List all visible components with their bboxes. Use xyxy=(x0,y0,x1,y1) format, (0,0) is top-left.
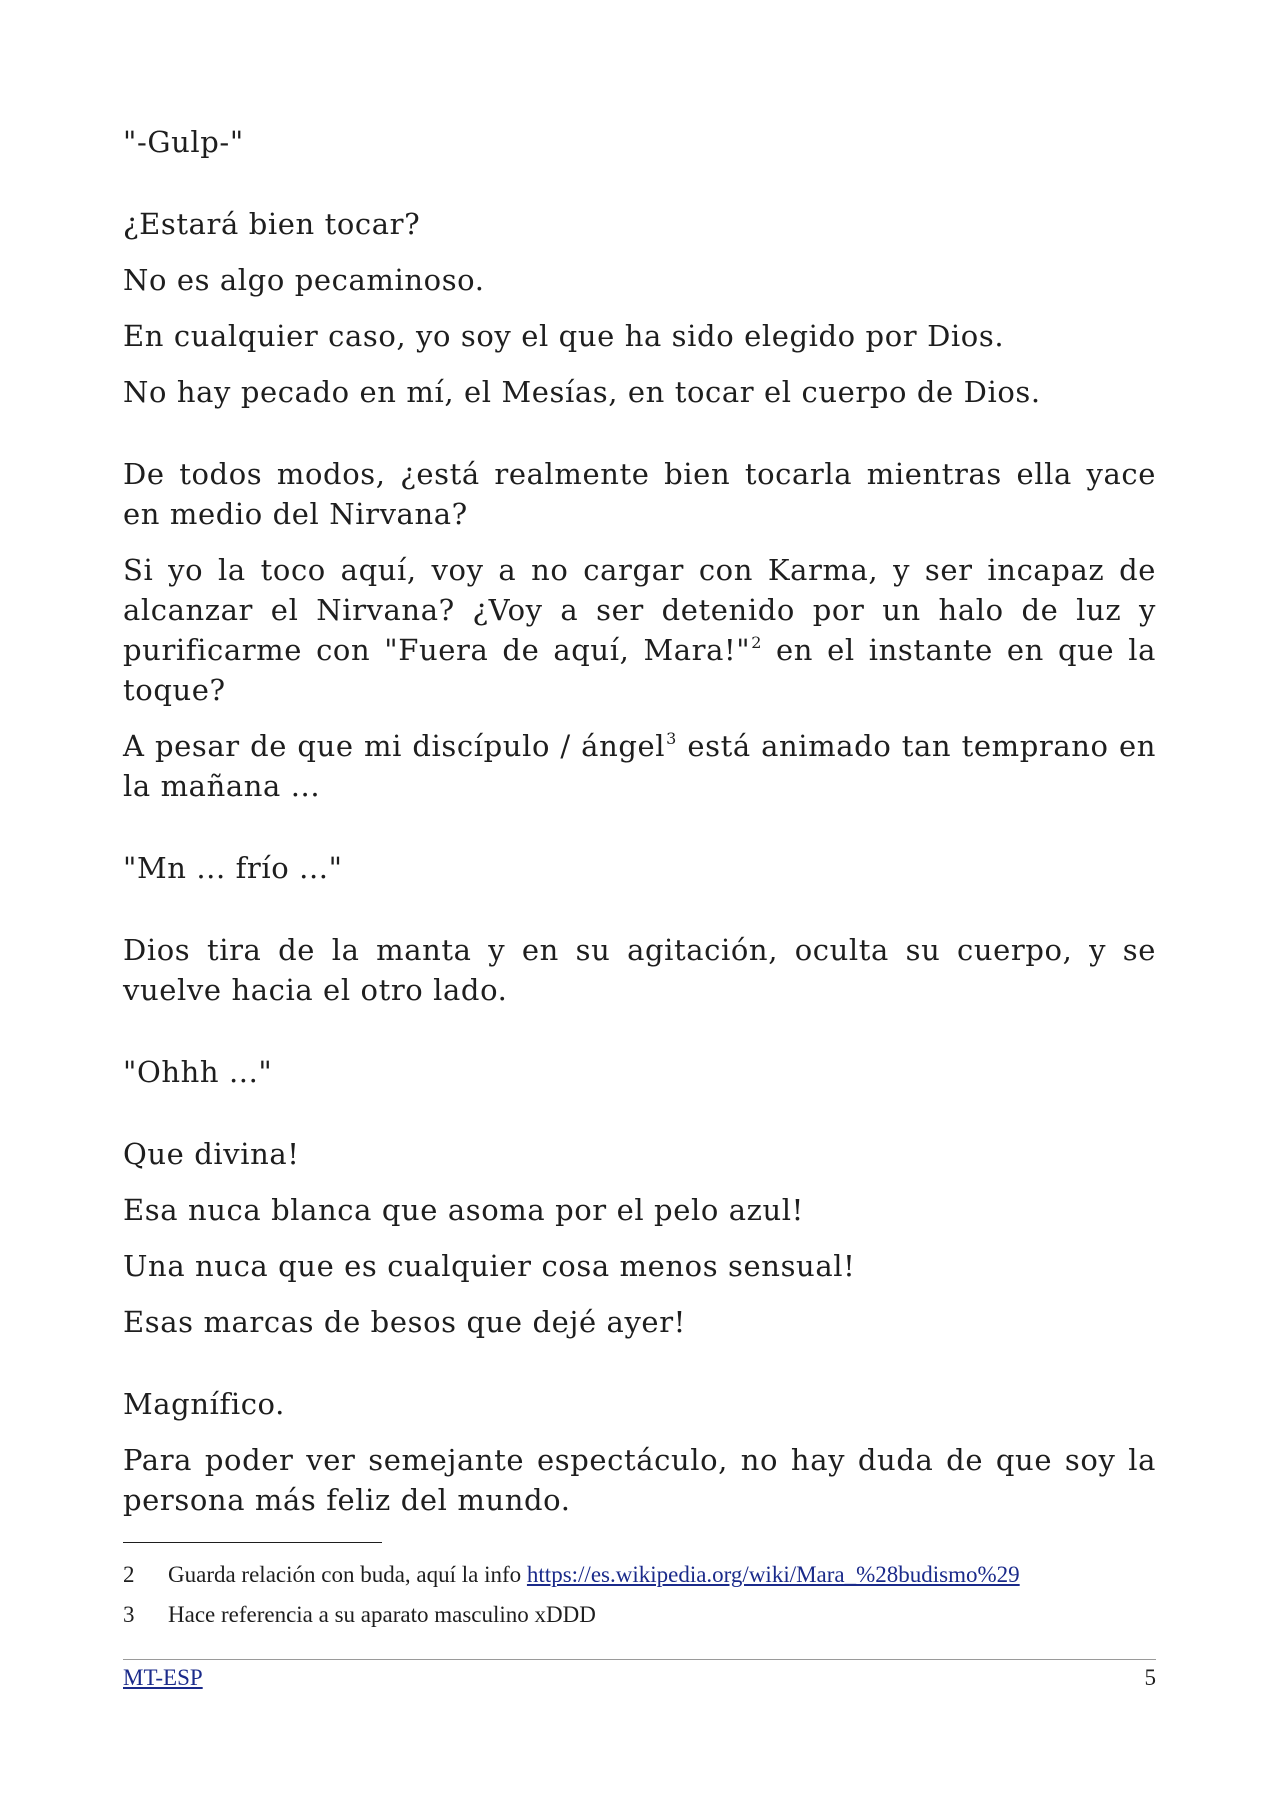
paragraph: Magnífico. xyxy=(123,1387,285,1421)
paragraph: Esa nuca blanca que asoma por el pelo azul! xyxy=(123,1193,804,1227)
footnote-ref-2[interactable]: 2 xyxy=(751,633,762,652)
page-number: 5 xyxy=(1144,1665,1156,1690)
paragraph: No hay pecado en mí, el Mesías, en tocar el cuerpo de Dios. xyxy=(123,375,1041,409)
paragraph: Dios tira de la manta y en su agitación, oculta su cuerpo, y se vuelve hacia el otro lado. xyxy=(123,933,1156,1007)
paragraph-with-footnote xyxy=(123,550,1156,710)
paragraph: "Mn ... frío ..." xyxy=(123,851,343,885)
paragraph: Esas marcas de besos que dejé ayer! xyxy=(123,1305,686,1339)
paragraph: "-Gulp-" xyxy=(123,125,244,159)
footer-title-link[interactable]: MT-ESP xyxy=(123,1665,203,1690)
paragraph-text: A pesar de que mi discípulo / ángel xyxy=(123,729,666,763)
footnotes xyxy=(123,1560,1156,1640)
footnote-text: Guarda relación con buda, aquí la info xyxy=(168,1562,527,1587)
paragraph: Que divina! xyxy=(123,1137,300,1171)
page-footer xyxy=(123,1662,1156,1694)
footnote-3 xyxy=(123,1600,1156,1630)
footnote-number: 2 xyxy=(123,1562,135,1587)
footnote-2 xyxy=(123,1560,1156,1590)
paragraph: Para poder ver semejante espectáculo, no hay duda de que soy la persona más feliz del mundo. xyxy=(123,1443,1156,1517)
paragraph: ¿Estará bien tocar? xyxy=(123,207,421,241)
footnote-divider xyxy=(123,1542,382,1543)
footnote-number: 3 xyxy=(123,1602,135,1627)
footnote-link[interactable]: https://es.wikipedia.org/wiki/Mara_%28budismo%29 xyxy=(526,1562,1020,1587)
footnote-ref-3[interactable]: 3 xyxy=(666,729,677,748)
document-page xyxy=(123,0,1156,1811)
paragraph: En cualquier caso, yo soy el que ha sido elegido por Dios. xyxy=(123,319,1005,353)
footer-divider xyxy=(123,1659,1156,1660)
paragraph: Una nuca que es cualquier cosa menos sensual! xyxy=(123,1249,856,1283)
footnote-text: Hace referencia a su aparato masculino xDDD xyxy=(168,1602,596,1627)
paragraph: De todos modos, ¿está realmente bien tocarla mientras ella yace en medio del Nirvana? xyxy=(123,457,1156,531)
paragraph: No es algo pecaminoso. xyxy=(123,263,485,297)
paragraph-with-footnote xyxy=(123,726,1156,806)
paragraph-text: está animado tan temprano en la mañana ... xyxy=(123,729,1156,803)
body-text xyxy=(123,122,1156,1536)
paragraph-text: en el instante en que la toque? xyxy=(123,633,1156,707)
paragraph: "Ohhh ..." xyxy=(123,1055,273,1089)
paragraph-text: Si yo la toco aquí, voy a no cargar con Karma, y ser incapaz de alcanzar el Nirvana? ¿Voy a ser detenido por un halo de luz y purificarme con "Fuera de aquí, Mara!" xyxy=(123,553,1156,667)
footnote-body xyxy=(168,1560,1020,1590)
